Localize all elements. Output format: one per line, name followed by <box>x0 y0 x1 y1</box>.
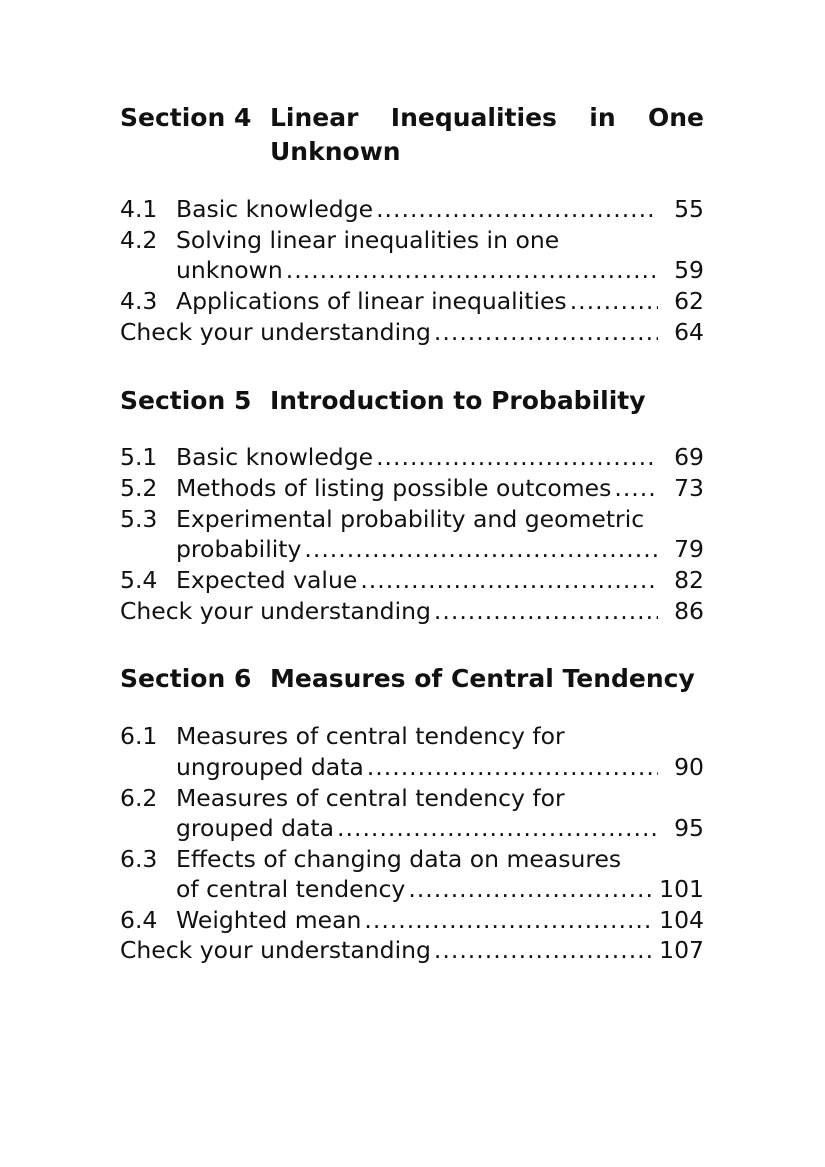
page-number: 82 <box>674 566 704 594</box>
toc-entry-continuation[interactable] <box>120 874 704 905</box>
entry-number: 4.3 <box>120 287 158 315</box>
entry-title-continued: unknown <box>176 256 283 284</box>
entry-title-continued: of central tendency <box>176 875 406 903</box>
check-understanding-entry[interactable] <box>120 317 704 348</box>
toc-entry[interactable] <box>120 442 704 473</box>
toc-entry-continuation[interactable] <box>120 813 704 844</box>
dot-leader <box>286 255 658 286</box>
entry-title: Measures of central tendency for <box>176 722 565 750</box>
dot-leader <box>367 752 658 783</box>
page-number: 62 <box>674 287 704 315</box>
page-number: 86 <box>674 597 704 625</box>
entry-title: Check your understanding <box>120 597 431 625</box>
toc-entry[interactable] <box>120 721 704 752</box>
entry-title: Experimental probability and geometric <box>176 505 645 533</box>
dot-leader <box>364 905 653 936</box>
entry-number: 5.4 <box>120 566 158 594</box>
entry-title: Check your understanding <box>120 936 431 964</box>
toc-entry[interactable] <box>120 905 704 936</box>
entry-number: 4.1 <box>120 195 158 223</box>
section-title: Introduction to Probability <box>270 386 646 415</box>
page-number: 64 <box>674 318 704 346</box>
page-number: 73 <box>674 474 704 502</box>
toc-entry-continuation[interactable] <box>120 255 704 286</box>
entry-number: 4.2 <box>120 226 158 254</box>
entry-number: 5.2 <box>120 474 158 502</box>
entry-number: 5.3 <box>120 505 158 533</box>
toc-entry[interactable] <box>120 286 704 317</box>
dot-leader <box>304 534 658 565</box>
toc-entry[interactable] <box>120 473 704 504</box>
toc-entry-continuation[interactable] <box>120 752 704 783</box>
toc-entry[interactable] <box>120 225 704 256</box>
toc-entry[interactable] <box>120 783 704 814</box>
entry-title: Solving linear inequalities in one <box>176 226 560 254</box>
entry-number: 6.1 <box>120 722 158 750</box>
dot-leader <box>570 286 658 317</box>
dot-leader <box>337 813 658 844</box>
page-number: 104 <box>659 906 704 934</box>
check-understanding-entry[interactable] <box>120 596 704 627</box>
entry-title: Applications of linear inequalities <box>176 287 567 315</box>
toc-entry[interactable] <box>120 844 704 875</box>
toc-entry[interactable] <box>120 194 704 225</box>
dot-leader <box>376 194 658 225</box>
entry-title: Check your understanding <box>120 318 431 346</box>
entry-title: Effects of changing data on measures <box>176 845 622 873</box>
entry-title-continued: ungrouped data <box>176 753 364 781</box>
entry-title: Measures of central tendency for <box>176 784 565 812</box>
page-number: 101 <box>659 875 704 903</box>
dot-leader <box>360 565 658 596</box>
page-number: 69 <box>674 443 704 471</box>
dot-leader <box>434 935 653 966</box>
check-understanding-entry[interactable] <box>120 935 704 966</box>
dot-leader <box>376 442 658 473</box>
entry-number: 5.1 <box>120 443 158 471</box>
entry-title: Expected value <box>176 566 358 594</box>
page-number: 55 <box>674 195 704 223</box>
page-number: 95 <box>674 814 704 842</box>
entry-title: Basic knowledge <box>176 195 374 223</box>
section-label: Section 4 <box>120 103 252 132</box>
entry-number: 6.4 <box>120 906 158 934</box>
entry-title: Weighted mean <box>176 906 362 934</box>
entry-number: 6.2 <box>120 784 158 812</box>
toc-entry-continuation[interactable] <box>120 534 704 565</box>
dot-leader <box>614 473 658 504</box>
dot-leader <box>434 596 658 627</box>
page-number: 107 <box>659 936 704 964</box>
section-title: Linear Inequalities in One Unknown <box>270 103 704 166</box>
page-number: 79 <box>674 535 704 563</box>
page-number: 59 <box>674 256 704 284</box>
dot-leader <box>408 874 653 905</box>
entry-title: Methods of listing possible outcomes <box>176 474 612 502</box>
entry-number: 6.3 <box>120 845 158 873</box>
section-label: Section 6 <box>120 664 252 693</box>
toc-entry[interactable] <box>120 565 704 596</box>
entry-title: Basic knowledge <box>176 443 374 471</box>
entry-title-continued: grouped data <box>176 814 335 842</box>
section-title: Measures of Central Tendency <box>270 664 695 693</box>
section-label: Section 5 <box>120 386 252 415</box>
entry-title-continued: probability <box>176 535 302 563</box>
dot-leader <box>434 317 658 348</box>
toc-entry[interactable] <box>120 504 704 535</box>
page-number: 90 <box>674 753 704 781</box>
